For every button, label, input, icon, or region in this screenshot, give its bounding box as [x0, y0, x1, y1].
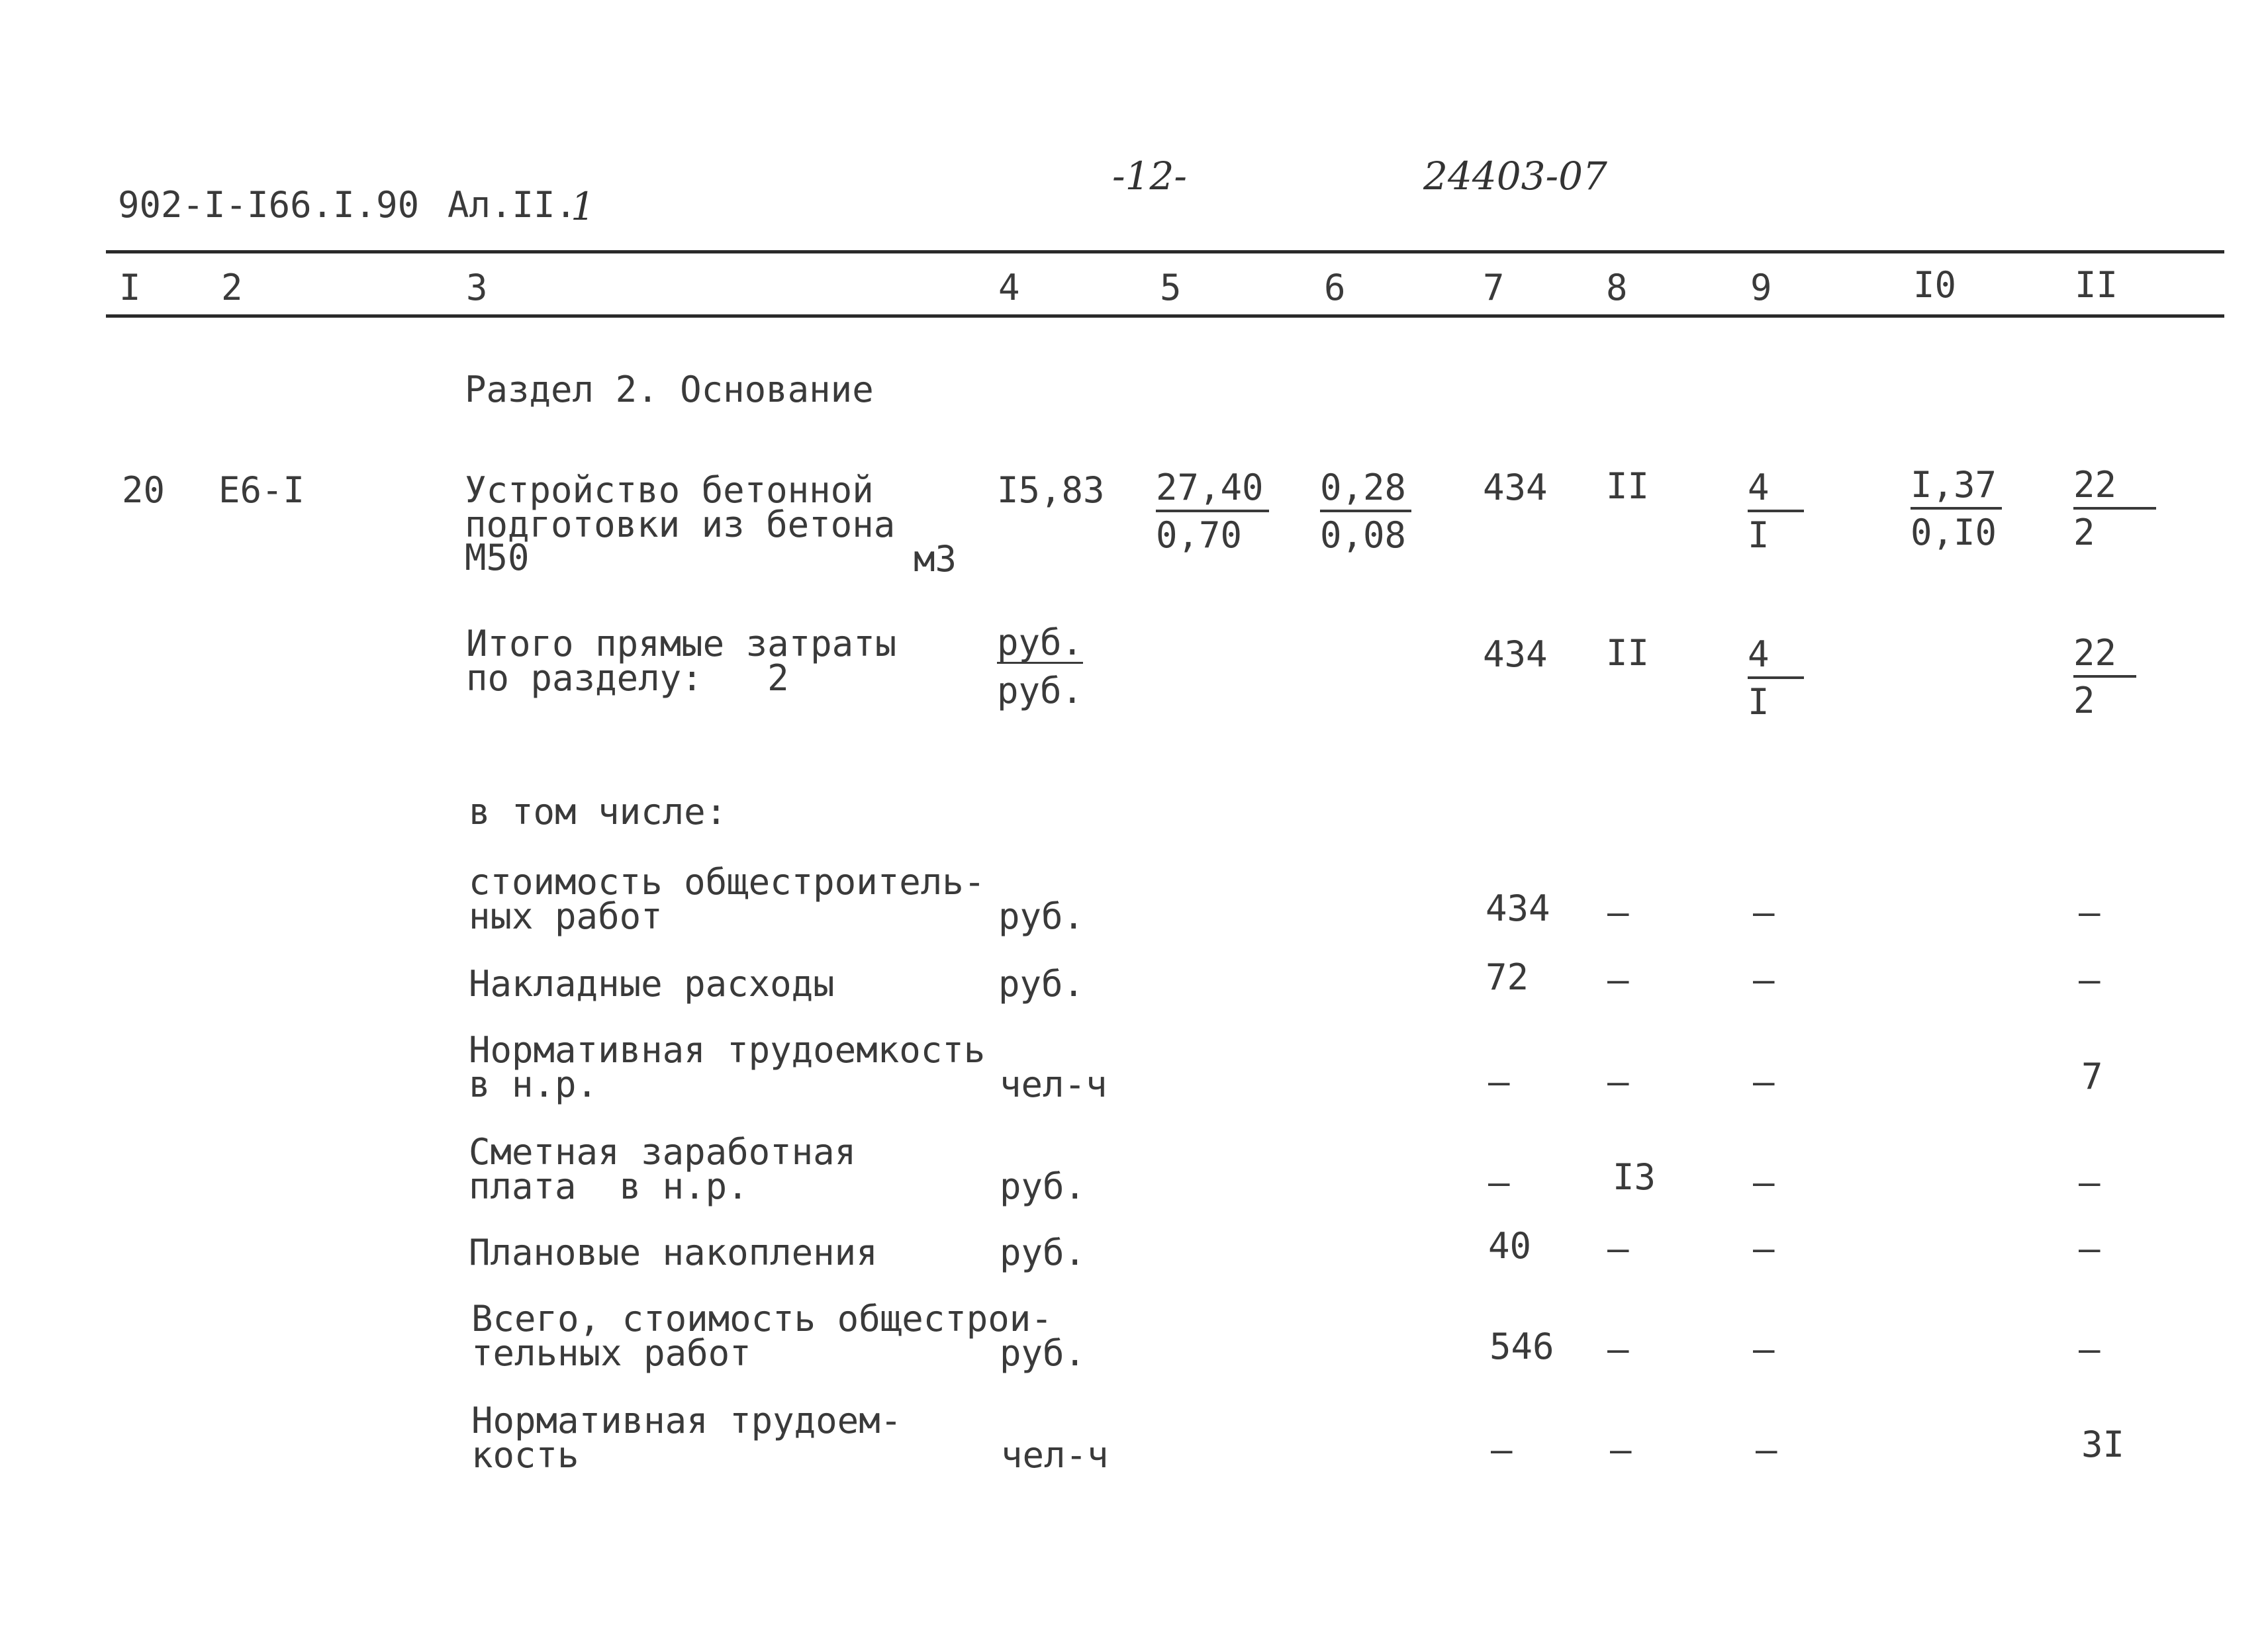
total-col9-top: 4	[1748, 637, 1804, 679]
col-num-6: 6	[1324, 267, 1346, 308]
breakdown-col9: –	[1756, 1429, 1777, 1471]
col-num-5: 5	[1160, 267, 1182, 308]
breakdown-label-line1: Нормативная трудоемкость	[469, 1029, 986, 1071]
total-col9-bottom: I	[1748, 681, 1770, 723]
total-unit-top: руб.	[997, 621, 1084, 663]
breakdown-col11: –	[2079, 1162, 2101, 1203]
total-line2: по разделу: 2	[466, 657, 789, 699]
row20-col7: 434	[1483, 467, 1548, 508]
row20-col9-bottom: I	[1748, 514, 1770, 556]
breakdown-col8: –	[1607, 891, 1629, 933]
album-label: Ал.II.	[448, 184, 577, 226]
breakdown-col8: –	[1607, 1328, 1629, 1370]
total-col11-bottom: 2	[2073, 680, 2095, 721]
row20-col9	[1748, 467, 1804, 556]
breakdown-col8: I3	[1613, 1156, 1656, 1198]
inventory-number: 24403-07	[1423, 154, 1607, 199]
breakdown-unit: чел-ч	[1001, 1434, 1109, 1476]
breakdown-unit: руб.	[1000, 1232, 1086, 1273]
breakdown-col9: –	[1753, 1162, 1775, 1203]
row20-col10-top: I,37	[1911, 467, 2002, 510]
page-number: -12-	[1112, 154, 1187, 199]
col-num-3: 3	[466, 267, 488, 308]
breakdown-label-line1: стоимость общестроитель-	[469, 861, 986, 903]
breakdown-col9: –	[1753, 959, 1775, 1001]
row20-col5	[1156, 467, 1269, 556]
col-num-4: 4	[998, 267, 1020, 308]
col-num-8: 8	[1606, 267, 1628, 308]
row20-number: 20	[122, 469, 165, 511]
row20-col11-top: 22	[2073, 467, 2156, 510]
col-num-2: 2	[221, 267, 243, 308]
breakdown-unit: чел-ч	[1000, 1064, 1108, 1105]
col-num-1: I	[119, 267, 141, 308]
breakdown-col8: –	[1607, 1061, 1629, 1103]
breakdown-label-line2: тельных работ	[471, 1332, 751, 1374]
breakdown-col8: –	[1607, 959, 1629, 1001]
total-unit	[997, 621, 1084, 711]
col-num-10: I0	[1913, 264, 1957, 306]
breakdown-col11: 3I	[2081, 1424, 2125, 1465]
including-label: в том числе:	[469, 791, 728, 833]
col-num-9: 9	[1750, 267, 1772, 308]
col-num-7: 7	[1483, 267, 1505, 308]
row20-code: Е6-I	[218, 469, 305, 511]
table-top-rule	[106, 250, 2224, 253]
row20-col6-top: 0,28	[1320, 470, 1411, 512]
album-number-handwritten: 1	[571, 184, 595, 229]
breakdown-col11: –	[2079, 891, 2101, 933]
breakdown-label-line1: Нормативная трудоем-	[471, 1400, 902, 1441]
breakdown-col7: –	[1491, 1429, 1513, 1471]
breakdown-col9: –	[1753, 1061, 1775, 1103]
document-code: 902-I-I66.I.90	[118, 184, 420, 226]
row20-col6	[1320, 467, 1411, 556]
table-header-bottom-rule	[106, 314, 2224, 318]
row20-col10-bottom: 0,I0	[1911, 512, 1997, 553]
breakdown-col7: 434	[1486, 888, 1550, 929]
breakdown-unit: руб.	[998, 963, 1085, 1005]
breakdown-col7: –	[1488, 1061, 1510, 1103]
breakdown-col11: 7	[2081, 1056, 2103, 1097]
total-col8: II	[1606, 632, 1650, 674]
breakdown-label-line2: в н.р.	[469, 1064, 598, 1105]
col-num-11: II	[2075, 264, 2118, 306]
breakdown-col9: –	[1753, 1228, 1775, 1269]
breakdown-label-line1: Всего, стоимость общестрои-	[471, 1298, 1053, 1340]
breakdown-unit: руб.	[1000, 1165, 1086, 1207]
total-col11	[2073, 632, 2136, 721]
breakdown-col7: 546	[1489, 1326, 1554, 1367]
breakdown-col7: –	[1488, 1162, 1510, 1203]
breakdown-col7: 40	[1488, 1225, 1532, 1267]
row20-col11	[2073, 464, 2156, 553]
breakdown-col11: –	[2079, 959, 2101, 1001]
section-title: Раздел 2. Основание	[465, 369, 874, 410]
breakdown-unit: руб.	[998, 895, 1085, 937]
row20-col10	[1911, 464, 2002, 553]
total-col9	[1748, 633, 1804, 723]
row20-quantity: I5,83	[997, 469, 1105, 511]
breakdown-col7: 72	[1486, 956, 1529, 998]
total-line1: Итого прямые затраты	[466, 623, 897, 664]
breakdown-col11: –	[2079, 1228, 2101, 1269]
breakdown-label-line2: ных работ	[469, 895, 663, 937]
row20-col5-bottom: 0,70	[1156, 514, 1243, 556]
breakdown-label-line2: кость	[471, 1434, 579, 1476]
total-unit-bottom: руб.	[997, 670, 1084, 711]
breakdown-label-line1: Сметная заработная	[469, 1131, 857, 1173]
row20-col5-top: 27,40	[1156, 470, 1269, 512]
breakdown-col9: –	[1753, 891, 1775, 933]
row20-col6-bottom: 0,08	[1320, 514, 1407, 556]
row20-col11-bottom: 2	[2073, 512, 2095, 553]
breakdown-unit: руб.	[1000, 1332, 1086, 1374]
row20-desc-line3: М50	[465, 537, 530, 578]
row20-col8: II	[1606, 465, 1650, 507]
breakdown-col8: –	[1607, 1228, 1629, 1269]
row20-desc-line1: Устройство бетонной	[465, 469, 874, 511]
row20-desc-line2: подготовки из бетона	[465, 504, 896, 545]
total-col7: 434	[1483, 633, 1548, 675]
breakdown-col9: –	[1753, 1328, 1775, 1370]
breakdown-label-line1: Плановые накопления	[469, 1232, 878, 1273]
row20-col9-top: 4	[1748, 470, 1804, 512]
breakdown-col11: –	[2079, 1328, 2101, 1370]
breakdown-col8: –	[1610, 1429, 1632, 1471]
breakdown-label-line1: Накладные расходы	[469, 963, 835, 1005]
total-col11-top: 22	[2073, 635, 2136, 678]
breakdown-label-line2: плата в н.р.	[469, 1165, 749, 1207]
row20-unit: м3	[914, 538, 957, 580]
